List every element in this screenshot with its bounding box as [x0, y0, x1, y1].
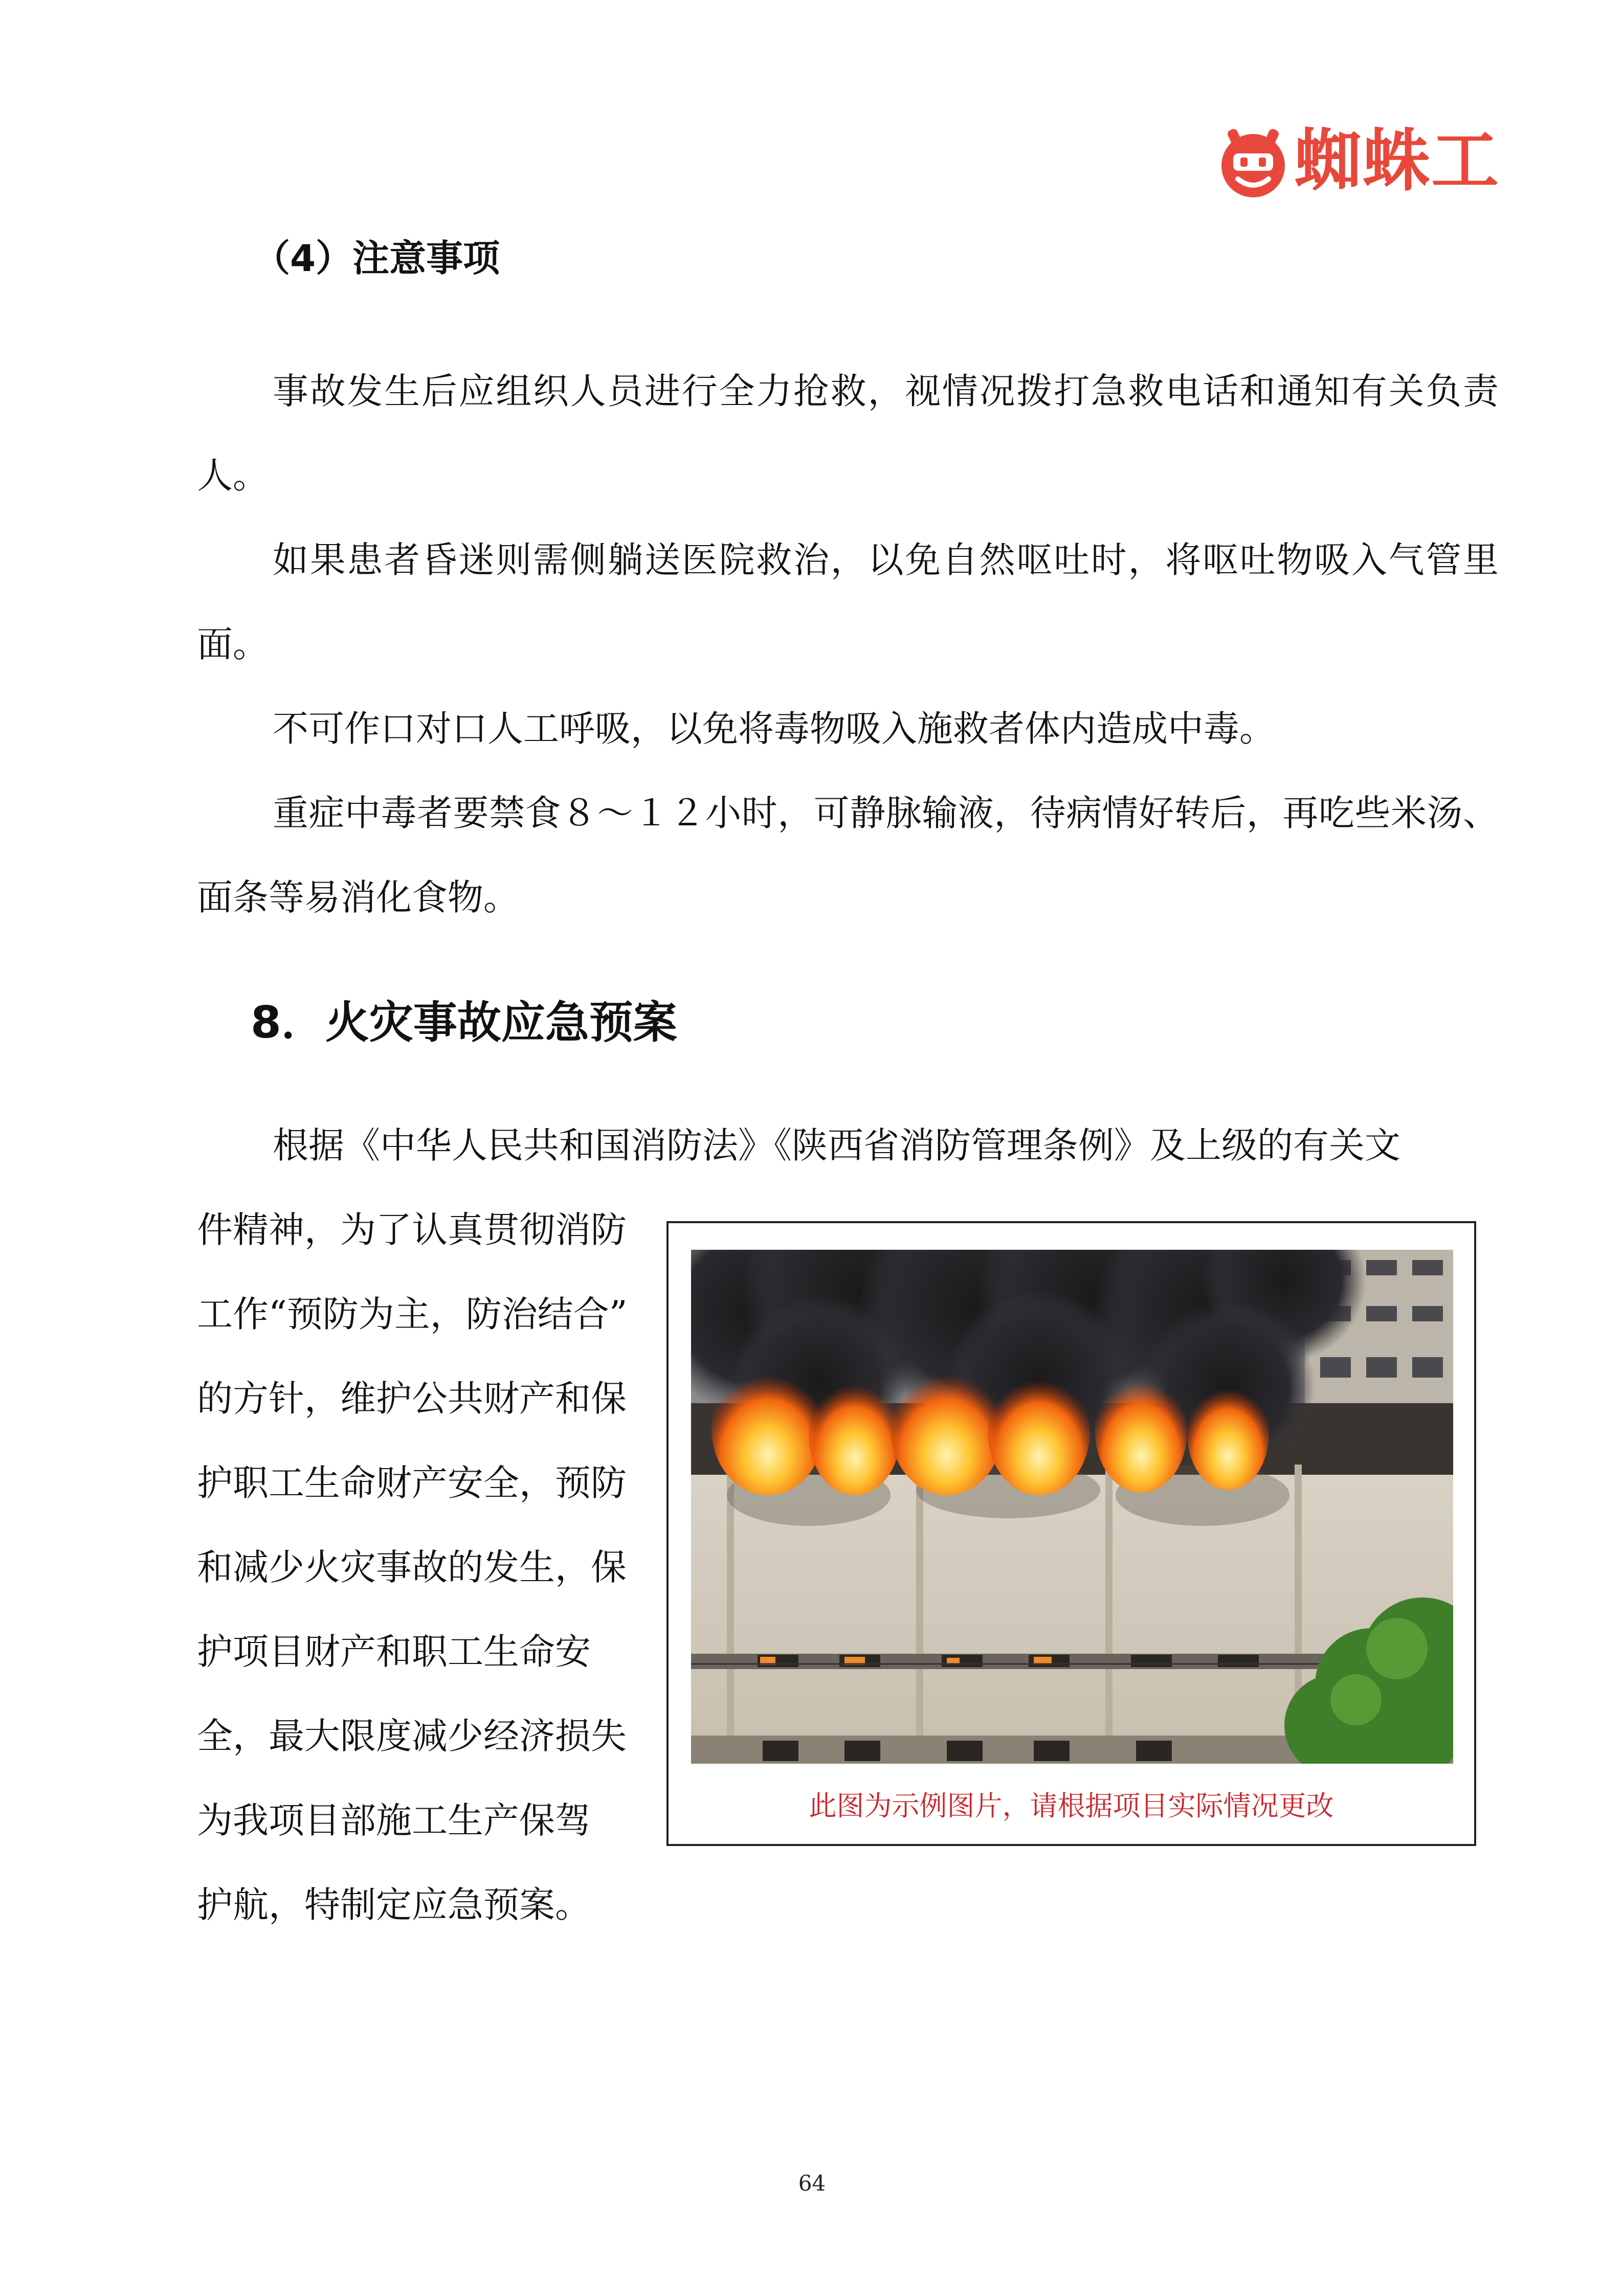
wrapped-line: 为我项目部施工生产保驾 [197, 1799, 591, 1841]
brand-logo-text: 蜘蛛工 [1294, 122, 1500, 200]
paragraph-fire-intro: 根据《中华人民共和国消防法》《陕西省消防管理条例》及上级的有关文 [273, 1124, 1400, 1166]
wrapped-line: 和减少火灾事故的发生，保 [197, 1546, 627, 1588]
wrapped-line: 的方针，维护公共财产和保 [197, 1378, 627, 1420]
page-number: 64 [798, 2171, 826, 2196]
paragraph-unconscious: 如果患者昏迷则需侧躺送医院救治，以免自然呕吐时，将呕吐物吸入气管里面。 [197, 539, 1499, 665]
example-figure [666, 1221, 1476, 1846]
wrapped-line: 全，最大限度减少经济损失 [197, 1715, 627, 1757]
figure-caption: 此图为示例图片，请根据项目实际情况更改 [809, 1790, 1334, 1822]
paragraph-severe-poisoning: 重症中毒者要禁食８～１２小时，可静脉输液，待病情好转后，再吃些米汤、面条等易消化食物。 [197, 792, 1499, 918]
wrapped-line: 件精神，为了认真贯彻消防 [197, 1209, 627, 1251]
section-8-heading: 8．火灾事故应急预案 [251, 997, 677, 1048]
wrapped-line: 工作“预防为主，防治结合” [197, 1293, 628, 1335]
wrapped-line: 护项目财产和职工生命安 [197, 1631, 591, 1673]
wrapped-line: 护航，特制定应急预案。 [197, 1884, 591, 1926]
section-4-heading: （4）注意事项 [253, 237, 500, 280]
brand-logo [1215, 119, 1500, 208]
building-fire-photo [691, 1250, 1453, 1764]
robot-face-icon [1215, 124, 1292, 200]
wrapped-line: 护职工生命财产安全，预防 [197, 1462, 627, 1504]
paragraph-rescue: 事故发生后应组织人员进行全力抢救，视情况拨打急救电话和通知有关负责人。 [197, 370, 1499, 497]
paragraph-no-mouth-to-mouth: 不可作口对口人工呼吸，以免将毒物吸入施救者体内造成中毒。 [273, 708, 1275, 750]
